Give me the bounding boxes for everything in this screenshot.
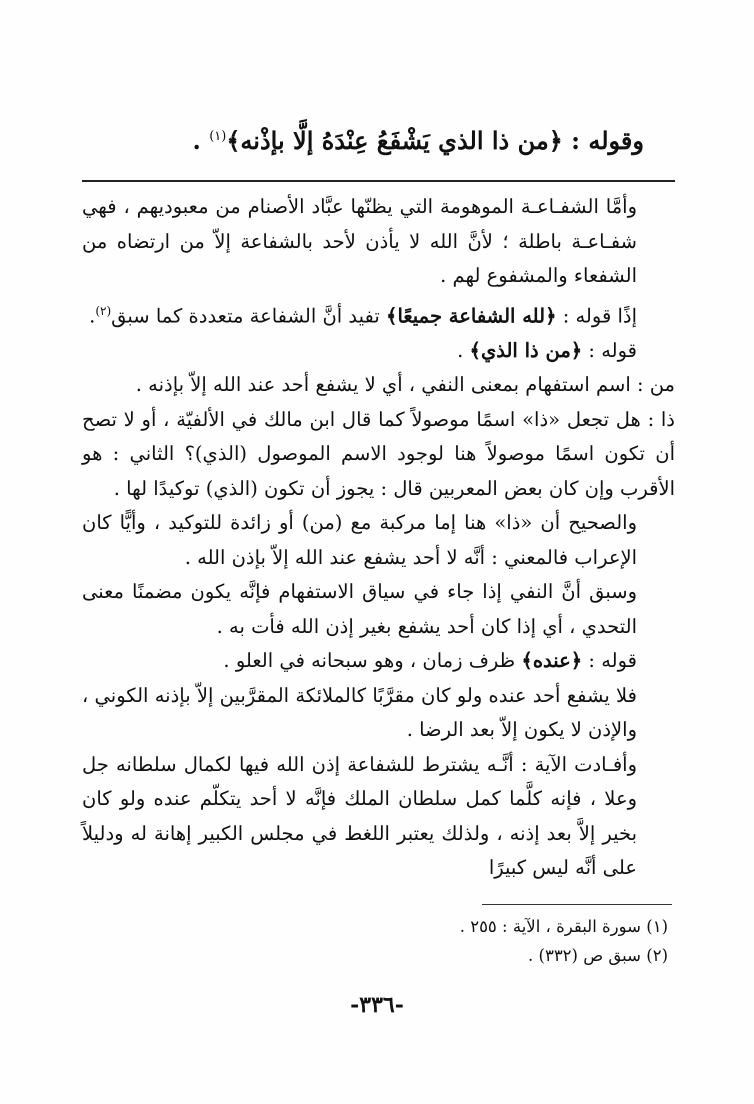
paragraph xyxy=(82,294,675,334)
footnote xyxy=(79,912,672,941)
paragraph: من : اسم استفهام بمعنى النفي ، أي لا يشفع أحد عند الله إلاّ بإذنه . xyxy=(135,373,675,396)
paragraph-pre: قوله : xyxy=(582,338,637,362)
footnotes xyxy=(79,912,672,970)
quran-quote: ﴿من ذا الذي﴾ xyxy=(469,338,583,362)
paragraph: وسبق أنَّ النفي إذا جاء في سياق الاستفهام فإنَّه يكون مضمنًا معنى التحدي ، أي إذا كان أحد يشفع بغير إذن الله فأت به . xyxy=(82,580,637,638)
heading-end: . xyxy=(192,126,210,155)
paragraph: فلا يشفع أحد عنده ولو كان مقرَّبًا كالملائكة المقرَّبين إلاّ بإذنه الكوني ، والإذن لا يكون إلاّ بعد الرضا . xyxy=(82,683,637,741)
paragraph: والصحيح أن «ذا» هنا إما مركبة مع (من) أو زائدة للتوكيد ، وأيًّا كان الإعراب فالمعني : أنَّه لا أحد يشفع عند الله إلاّ بإذن الله . xyxy=(82,511,637,569)
page-number: -٣٣٦- xyxy=(350,992,404,1018)
footnote-number: (٢) xyxy=(646,946,668,965)
footnote-text: سبق ص (٣٣٢) . xyxy=(528,946,641,965)
paragraph-end: . xyxy=(89,304,96,327)
paragraph-pre: قوله : xyxy=(582,649,637,672)
paragraph xyxy=(82,334,675,369)
paragraph-post: . xyxy=(457,338,470,362)
heading-footnote-ref: (١) xyxy=(209,129,227,144)
footnote-ref: (٢) xyxy=(95,303,112,318)
footnote-divider xyxy=(482,904,672,905)
footnote-text: سورة البقرة ، الآية : ٢٥٥ . xyxy=(459,917,641,936)
quran-quote: ﴿لله الشفاعة جميعًا﴾ xyxy=(386,304,557,327)
heading-divider xyxy=(82,180,675,182)
paragraph-post: تفيد أنَّ الشفاعة متعددة كما سبق xyxy=(111,304,387,327)
footnote-number: (١) xyxy=(646,917,668,936)
paragraph-pre: إذًا قوله : xyxy=(556,304,637,327)
paragraph: ذا : هل تجعل «ذا» اسمًا موصولاً كما قال ابن مالك في الألفيّة ، أو لا تصح أن تكون اسمًا موصولاً هنا لوجود الاسم الموصول (الذي)؟ الثاني : هو الأقرب وإن كان بعض المعربين قال : يجوز أن تكون (الذي) توكيدًا لها . xyxy=(82,407,675,500)
paragraph: وأمَّا الشفـاعـة الموهومة التي يظنّها عبَّاد الأصنام من معبوديهم ، فهي شفـاعـة باطلة ؛ لأنَّ الله لا يأذن لأحد بالشفاعة إلاّ من ارتضاه من الشفعاء والمشفوع لهم . xyxy=(82,195,637,287)
paragraph: وأفـادت الآية : أنَّـه يشترط للشفاعة إذن الله فيها لكمال سلطانه جل وعلا ، فإنه كلَّما كمل سلطان الملك فإنَّه لا أحد يتكلّم عنده ولو كان بخير إلاَّ بعد إذنه ، ولذلك يعتبر اللغط في مجلس الكبير إهانة له ودليلاً على أنَّه ليس كبيرًا xyxy=(82,752,637,879)
section-heading xyxy=(84,126,644,155)
footnote xyxy=(79,941,672,970)
quran-quote: ﴿عنده﴾ xyxy=(521,649,583,672)
paragraph-post: ظرف زمان ، وهو سبحانه في العلو . xyxy=(223,649,522,672)
heading-text: وقوله : ﴿من ذا الذي يَشْفَعُ عِنْدَهُ إلَّا بإذْنه﴾ xyxy=(226,126,644,155)
body-text xyxy=(82,190,675,886)
paragraph xyxy=(82,644,675,679)
